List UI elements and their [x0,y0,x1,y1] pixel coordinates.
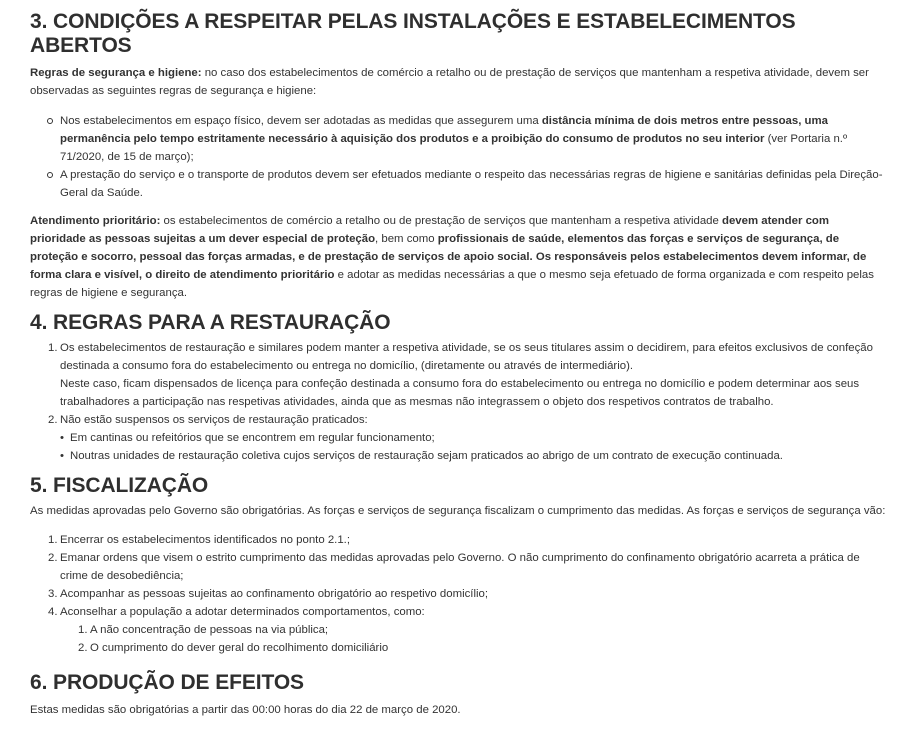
priority-bold: devem atender com prioridade as pessoas sujeitas a um dever especial de proteção [30,215,829,245]
bullet-item: • Em cantinas ou refeitórios que se encontrem em regular funcionamento; [60,429,886,447]
restaurant-rules-list [30,339,886,465]
list-number: 2. [48,552,58,564]
section-6-title: 6. PRODUÇÃO DE EFEITOS [30,671,304,694]
section-5-title: 5. FISCALIZAÇÃO [30,474,209,497]
list-item-text: A não concentração de pessoas na via pública; [90,624,329,636]
list-item-text: Aconselhar a população a adotar determinados comportamentos, como: [60,606,425,618]
list-item-text: A prestação do serviço e o transporte de produtos devem ser efetuados mediante o respeito das necessárias regras de higiene e sanitárias definidas pela Direção-Geral da Saúde. [60,169,883,199]
list-number: 3. [48,588,58,600]
list-item-text: (ver Portaria n.º 71/2020, de 15 de março); [60,133,848,163]
intro-text: no caso dos estabelecimentos de comércio a retalho ou de prestação de serviços que mantenham a respetiva atividade, devem ser observadas as seguintes regras de segurança e higiene: [30,67,869,97]
priority-paragraph [30,212,886,302]
list-item-text: Nos estabelecimentos em espaço físico, devem ser adotadas as medidas que assegurem uma [60,115,542,127]
priority-text: e adotar as medidas necessárias a que o mesmo seja efetuado de forma organizada e com respeito pelas regras de higiene e segurança. [30,269,874,299]
section-6-text: Estas medidas são obrigatórias a partir das 00:00 horas do dia 22 de março de 2020. [30,704,461,716]
behaviour-sublist [60,621,886,657]
list-number: 2. [48,414,58,426]
list-item-text: Neste caso, ficam dispensados de licença para confeção destinada a consumo fora do estabelecimento ou entrega no domicílio e podem determinar aos seus trabalhadores a participação nas respetivas atividades, ainda que as mesmas não integrassem o objeto dos respetivos contratos de trabalho. [60,378,860,408]
hygiene-rules-list [30,112,886,202]
intro-bold-label: Regras de segurança e higiene: [30,67,202,79]
section-3-intro [30,64,886,100]
list-number: 1. [48,342,58,354]
restaurant-bullets [60,429,886,465]
list-number: 2. [78,642,88,654]
list-number: 1. [78,624,88,636]
list-item-text: Os estabelecimentos de restauração e similares podem manter a respetiva atividade, se os seus titulares assim o decidirem, para efeitos exclusivos de confeção destinada a consumo fora do estabelecimento ou entrega no domicílio, (diretamente ou através de intermediário). [60,342,873,372]
enforcement-list [30,531,886,657]
list-item [30,112,886,166]
bullet-item: • Noutras unidades de restauração coletiva cujos serviços de restauração sejam praticados ao abrigo de um contrato de execução continuada. [60,447,886,465]
list-item [30,339,886,411]
list-item [30,585,886,603]
list-item-text: Acompanhar as pessoas sujeitas ao confinamento obrigatório ao respetivo domicílio; [60,588,489,600]
list-item [30,531,886,549]
list-item [30,166,886,202]
list-item-text: Emanar ordens que visem o estrito cumprimento das medidas aprovadas pelo Governo. O não cumprimento do confinamento obrigatório acarreta a prática de crime de desobediência; [60,552,860,582]
priority-text: os estabelecimentos de comércio a retalho ou de prestação de serviços que mantenham a respetiva atividade [160,215,722,227]
section-5-intro: As medidas aprovadas pelo Governo são obrigatórias. As forças e serviços de segurança fiscalizam o cumprimento das medidas. As forças e serviços de segurança vão: [30,505,886,517]
priority-bold: profissionais de saúde, elementos das forças e serviços de segurança, de proteção e socorro, pessoal das forças armadas, e de prestação de serviços de apoio social. Os responsáveis pelos estabelecimentos devem informar, de forma clara e visível, o direito de atendimento prioritário [30,233,867,281]
list-item-text: Não estão suspensos os serviços de restauração praticados: [60,414,368,426]
priority-text: , bem como [375,233,438,245]
list-item-text: Encerrar os estabelecimentos identificados no ponto 2.1.; [60,534,350,546]
section-3-title: 3. CONDIÇÕES A RESPEITAR PELAS INSTALAÇÕES E ESTABELECIMENTOS ABERTOS [30,10,796,57]
priority-label: Atendimento prioritário: [30,215,161,227]
list-item-text: O cumprimento do dever geral do recolhimento domiciliário [90,642,389,654]
list-item-bold: distância mínima de dois metros entre pessoas, uma permanência pelo tempo estritamente necessário à aquisição dos produtos e a proibição do consumo de produtos no seu interior [60,115,828,145]
list-item [30,603,886,657]
list-item [60,639,886,657]
section-4-title: 4. REGRAS PARA A RESTAURAÇÃO [30,311,391,334]
list-item [30,549,886,585]
list-number: 4. [48,606,58,618]
list-item [30,411,886,465]
list-number: 1. [48,534,58,546]
list-item [60,621,886,639]
